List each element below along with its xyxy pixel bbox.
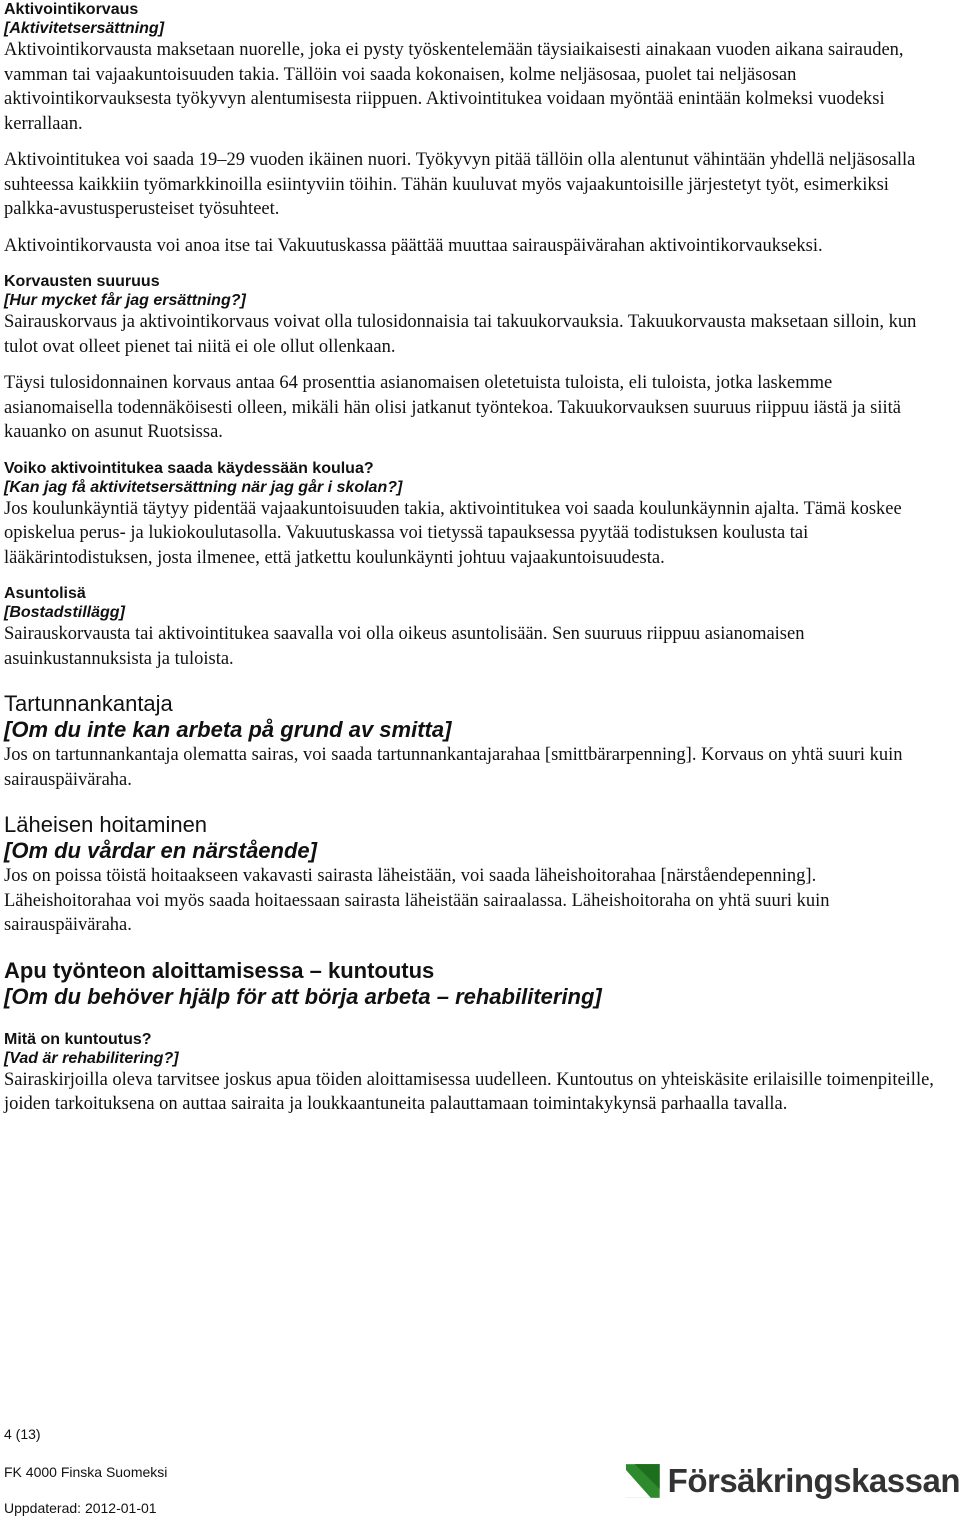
section-subheading: [Bostadstillägg] (4, 604, 125, 621)
section-heading: Aktivointikorvaus (4, 1, 139, 18)
document-body (4, 0, 944, 1117)
section-subheading: [Aktivitetsersättning] (4, 20, 165, 37)
section-korvausten-suuruus (4, 272, 944, 445)
section-mita-on-kuntoutus (4, 1030, 944, 1117)
paragraph: Jos on tartunnankantaja olematta sairas, voi saada tartunnankantajarahaa [smittbärarpenning]. Korvaus on yhtä suuri kuin sairauspäiväraha. (4, 745, 903, 790)
section-subheading: [Om du vårdar en närstående] (4, 838, 317, 863)
section-tartunnankantaja (4, 691, 944, 792)
section-koulu (4, 459, 944, 571)
section-heading: Mitä on kuntoutus? (4, 1030, 152, 1048)
section-laheisen-hoitaminen (4, 812, 944, 938)
paragraph: Sairauskorvausta tai aktivointitukea saavalla voi olla oikeus asuntolisään. Sen suuruus riippuu asianomaisen asuinkustannuksista ja tuloista. (4, 624, 805, 669)
paragraph: Aktivointitukea voi saada 19–29 vuoden ikäinen nuori. Työkyvyn pitää tällöin olla alentunut vähintään yhdellä neljäsosalla suhteessa kaikkiin työmarkkinoilla esiintyviin töihin. Tähän kuuluvat myös vajaakuntoisille järjestetyt työt, esimerkiksi palkka-avustusperusteiset työsuhteet. (4, 150, 916, 219)
form-id: FK 4000 Finska Suomeksi (4, 1464, 168, 1480)
paragraph: Jos koulunkäyntiä täytyy pidentää vajaakuntoisuuden takia, aktivointitukea voi saada koulunkäynnin ajalta. Tämä koskee opiskelua perus- ja lukiokoulutasolla. Vakuutuskassa voi tietyssä tapauksessa pyytää todistuksen koulusta tai lääkärintodistuksen, josta ilmenee, että jatkettu koulunkäynti johtuu vajaakuntoisuudesta. (4, 498, 902, 568)
section-kuntoutus (4, 958, 944, 1010)
section-heading: Tartunnankantaja (4, 691, 173, 716)
section-heading: Läheisen hoitaminen (4, 812, 208, 837)
section-subheading: [Vad är rehabilitering?] (4, 1049, 179, 1067)
logo-text: Försäkringskassan (667, 1462, 960, 1499)
section-aktivointikorvaus (4, 0, 944, 258)
paragraph: Sairaskirjoilla oleva tarvitsee joskus apua töiden aloittamisessa uudelleen. Kuntoutus on yhteiskäsite erilaisille toimenpiteille, joiden tarkoituksena on auttaa sairaita ja loukkaantuneita palauttamaan toimintakykynsä parhaalla tavalla. (4, 1069, 934, 1114)
section-heading: Apu työnteon aloittamisessa – kuntoutus (4, 957, 435, 983)
paragraph: Aktivointikorvausta voi anoa itse tai Vakuutuskassa päättää muuttaa sairauspäivärahan aktivointikorvaukseksi. (4, 235, 823, 256)
paragraph: Sairauskorvaus ja aktivointikorvaus voivat olla tulosidonnaisia tai takuukorvauksia. Takuukorvausta maksetaan silloin, kun tulot ovat olleet pienet tai niitä ei ole ollut ollenkaan. (4, 312, 917, 357)
forsakringskassan-logo (626, 1456, 960, 1506)
paragraph: Aktivointikorvausta maksetaan nuorelle, joka ei pysty työskentelemään täysiaikaisesti ainakaan vuoden aikana sairauden, vamman tai vajaakuntoisuuden takia. Tällöin voi saada kokonaisen, kolme neljäsosaa, puolet tai neljäsosan aktivointikorvauksesta työkyvyn alentumisesta riippuen. Aktivointitukea voidaan myöntää enintään kolmeksi vuodeksi kerrallaan. (4, 40, 904, 134)
section-subheading: [Om du behöver hjälp för att börja arbeta – rehabilitering] (4, 983, 602, 1009)
section-subheading: [Hur mycket får jag ersättning?] (4, 292, 246, 309)
section-heading: Voiko aktivointitukea saada käydessään koulua? (4, 459, 374, 477)
section-heading: Asuntolisä (4, 585, 86, 602)
section-subheading: [Kan jag få aktivitetsersättning när jag går i skolan?] (4, 478, 403, 496)
page-number: 4 (13) (4, 1426, 41, 1442)
section-subheading: [Om du inte kan arbeta på grund av smitta] (4, 717, 452, 742)
paragraph: Täysi tulosidonnainen korvaus antaa 64 prosenttia asianomaisen oletetuista tuloista, eli tuloista, jotka laskemme asianomaisella todennäköisesti olleen, mikäli hän olisi jatkanut työntekoa. Takuukorvauksen suuruus riippuu iästä ja siitä kauanko on asunut Ruotsissa. (4, 373, 901, 442)
updated-date: Uppdaterad: 2012-01-01 (4, 1500, 157, 1516)
paragraph: Jos on poissa töistä hoitaakseen vakavasti sairasta läheistään, voi saada läheishoitorahaa [närståendepenning]. Läheishoitorahaa voi myös saada hoitaessaan sairasta läheistään sairaalassa. Läheishoitoraha on yhtä suuri kuin sairauspäiväraha. (4, 866, 830, 935)
logo-mark-icon (626, 1458, 660, 1504)
section-asuntolisa (4, 584, 944, 671)
section-heading: Korvausten suuruus (4, 273, 160, 290)
